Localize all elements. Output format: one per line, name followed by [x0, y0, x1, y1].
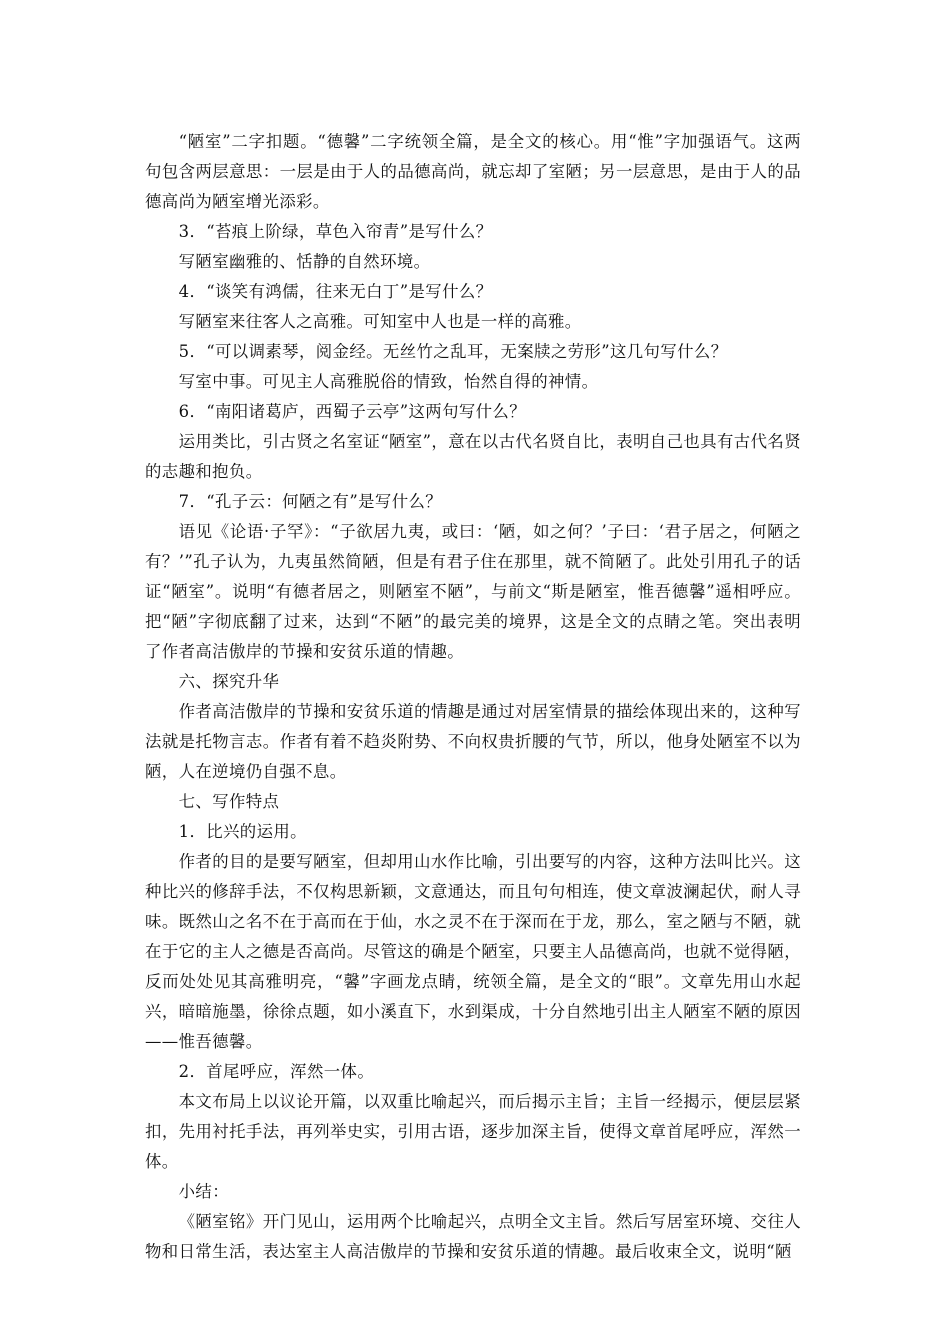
question-3: 3．“苔痕上阶绿，草色入帘青”是写什么？ [178, 222, 493, 241]
question-7: 7．“孔子云：何陋之有”是写什么？ [178, 492, 443, 511]
answer-3: 写陋室幽雅的、恬静的自然环境。 [178, 252, 431, 271]
section-heading-explore: 六、探究升华 [178, 672, 280, 691]
paragraph-bixing: 作者的目的是要写陋室，但却用山水作比喻，引出要写的内容，这种方法叫比兴。这种比兴的修辞手法，不仅构思新颖，文意通达，而且句句相连，使文章波澜起伏，耐人寻味。既然山之名不在于高而在于仙，水之灵不在于深而在于龙，那么，室之陋与不陋，就在于它的主人之德是否高尚。尽管这的确是个陋室，只要主人品德高尚，也就不觉得陋，反而处处见其高雅明亮，“馨”字画龙点睛，统领全篇，是全文的“眼”。文章先用山水起兴，暗暗施墨，徐徐点题，如小溪直下，水到渠成，十分自然地引出主人陋室不陋的原因——惟吾德馨。 [145, 852, 801, 1051]
paragraph-explore: 作者高洁傲岸的节操和安贫乐道的情趣是通过对居室情景的描绘体现出来的，这种写法就是托物言志。作者有着不趋炎附势、不向权贵折腰的气节，所以，他身处陋室不以为陋，人在逆境仍自强不息。 [145, 702, 801, 781]
question-4: 4．“谈笑有鸿儒，往来无白丁”是写什么？ [178, 282, 493, 301]
document-body [145, 127, 801, 1267]
answer-5: 写室中事。可见主人高雅脱俗的情致，怡然自得的神情。 [178, 372, 599, 391]
section-heading-writing: 七、写作特点 [178, 792, 280, 811]
paragraph-summary: 《陋室铭》开门见山，运用两个比喻起兴，点明全文主旨。然后写居室环境、交往人物和日常生活，表达室主人高洁傲岸的节操和安贫乐道的情趣。最后收束全文，说明“陋 [145, 1212, 801, 1261]
question-5: 5．“可以调素琴，阅金经。无丝竹之乱耳，无案牍之劳形”这几句写什么？ [178, 342, 728, 361]
answer-6: 运用类比，引古贤之名室证“陋室”，意在以古代名贤自比，表明自己也具有古代名贤的志趣和抱负。 [145, 432, 801, 481]
answer-4: 写陋室来往客人之高雅。可知室中人也是一样的高雅。 [178, 312, 582, 331]
subheading-huying: 2．首尾呼应，浑然一体。 [178, 1062, 375, 1081]
paragraph-huying: 本文布局上以议论开篇，以双重比喻起兴，而后揭示主旨；主旨一经揭示，便层层紧扣，先用衬托手法，再列举史实，引用古语，逐步加深主旨，使得文章首尾呼应，浑然一体。 [145, 1092, 801, 1171]
summary-heading: 小结： [178, 1182, 229, 1201]
answer-7: 语见《论语·子罕》：“子欲居九夷，或曰：‘陋，如之何？’子曰：‘君子居之，何陋之有？’”孔子认为，九夷虽然简陋，但是有君子住在那里，就不简陋了。此处引用孔子的话证“陋室”。说明“有德者居之，则陋室不陋”，与前文“斯是陋室，惟吾德馨”遥相呼应。把“陋”字彻底翻了过来，达到“不陋”的最完美的境界，这是全文的点睛之笔。突出表明了作者高洁傲岸的节操和安贫乐道的情趣。 [145, 522, 801, 661]
question-6: 6．“南阳诸葛庐，西蜀子云亭”这两句写什么？ [178, 402, 527, 421]
subheading-bixing: 1．比兴的运用。 [178, 822, 307, 841]
paragraph-1: “陋室”二字扣题。“德馨”二字统领全篇，是全文的核心。用“惟”字加强语气。这两句包含两层意思：一层是由于人的品德高尚，就忘却了室陋；另一层意思，是由于人的品德高尚为陋室增光添彩。 [145, 132, 801, 211]
